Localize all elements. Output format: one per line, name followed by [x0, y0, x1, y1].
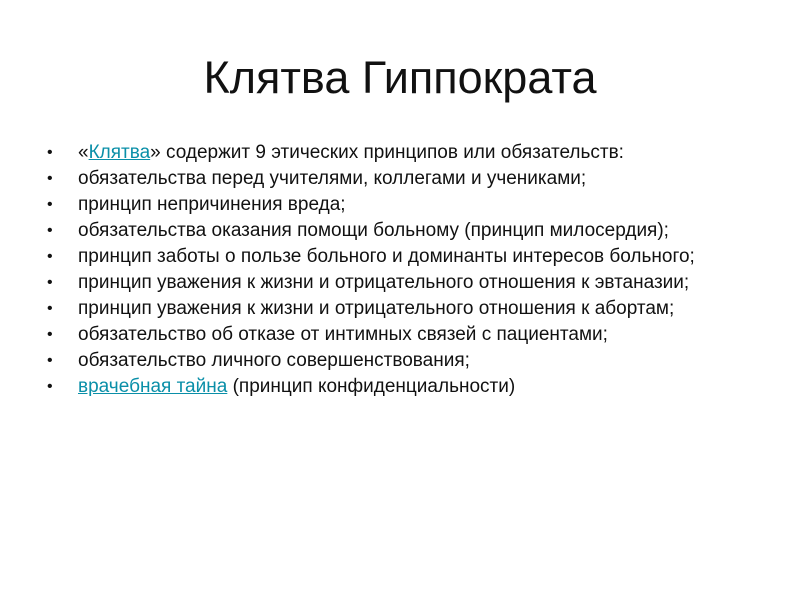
bullet-icon: • — [47, 378, 53, 395]
bullet-text: принцип уважения к жизни и отрицательного отношения к эвтаназии; — [78, 272, 690, 293]
bullet-item-abortion — [47, 298, 747, 319]
bullet-text: принцип уважения к жизни и отрицательного отношения к абортам; — [78, 298, 675, 319]
bullet-icon: • — [47, 274, 53, 291]
slide-title: Клятва Гиппократа — [203, 52, 597, 103]
bullet-item-confidentiality — [47, 376, 747, 397]
bullet-icon: • — [47, 326, 53, 343]
medical-secrecy-link[interactable]: врачебная тайна — [78, 376, 228, 397]
bullet-text: принцип непричинения вреда; — [78, 194, 346, 215]
bullet-icon: • — [47, 248, 53, 265]
bullet-icon: • — [47, 170, 53, 187]
bullet-icon: • — [47, 352, 53, 369]
bullet-item-no-harm — [47, 194, 747, 215]
bullet-icon: • — [47, 144, 53, 161]
bullet-item-euthanasia — [47, 272, 747, 293]
oath-link[interactable]: Клятва — [88, 142, 151, 163]
bullet-item-self-improvement — [47, 350, 747, 371]
bullet-item-patient-benefit — [47, 246, 747, 267]
bullet-item-intimate-relations — [47, 324, 747, 345]
bullet-icon: • — [47, 222, 53, 239]
bullet-icon: • — [47, 300, 53, 317]
bullet-text: (принцип конфиденциальности) — [227, 376, 516, 397]
bullet-text: обязательство личного совершенствования; — [78, 350, 470, 371]
bullet-text-prefix: « — [78, 142, 89, 163]
bullet-text: обязательства перед учителями, коллегами и учениками; — [78, 168, 587, 189]
bullet-text: обязательство об отказе от интимных связей с пациентами; — [78, 324, 608, 345]
bullet-item-mercy — [47, 220, 747, 241]
bullet-text: » содержит 9 этических принципов или обязательств: — [150, 142, 624, 163]
bullet-item-teachers — [47, 168, 747, 189]
bullet-item-oath-principles — [47, 142, 747, 163]
bullet-text: обязательства оказания помощи больному (принцип милосердия); — [78, 220, 669, 241]
bullet-list — [47, 142, 747, 402]
bullet-text: принцип заботы о пользе больного и доминанты интересов больного; — [78, 246, 695, 267]
bullet-icon: • — [47, 196, 53, 213]
